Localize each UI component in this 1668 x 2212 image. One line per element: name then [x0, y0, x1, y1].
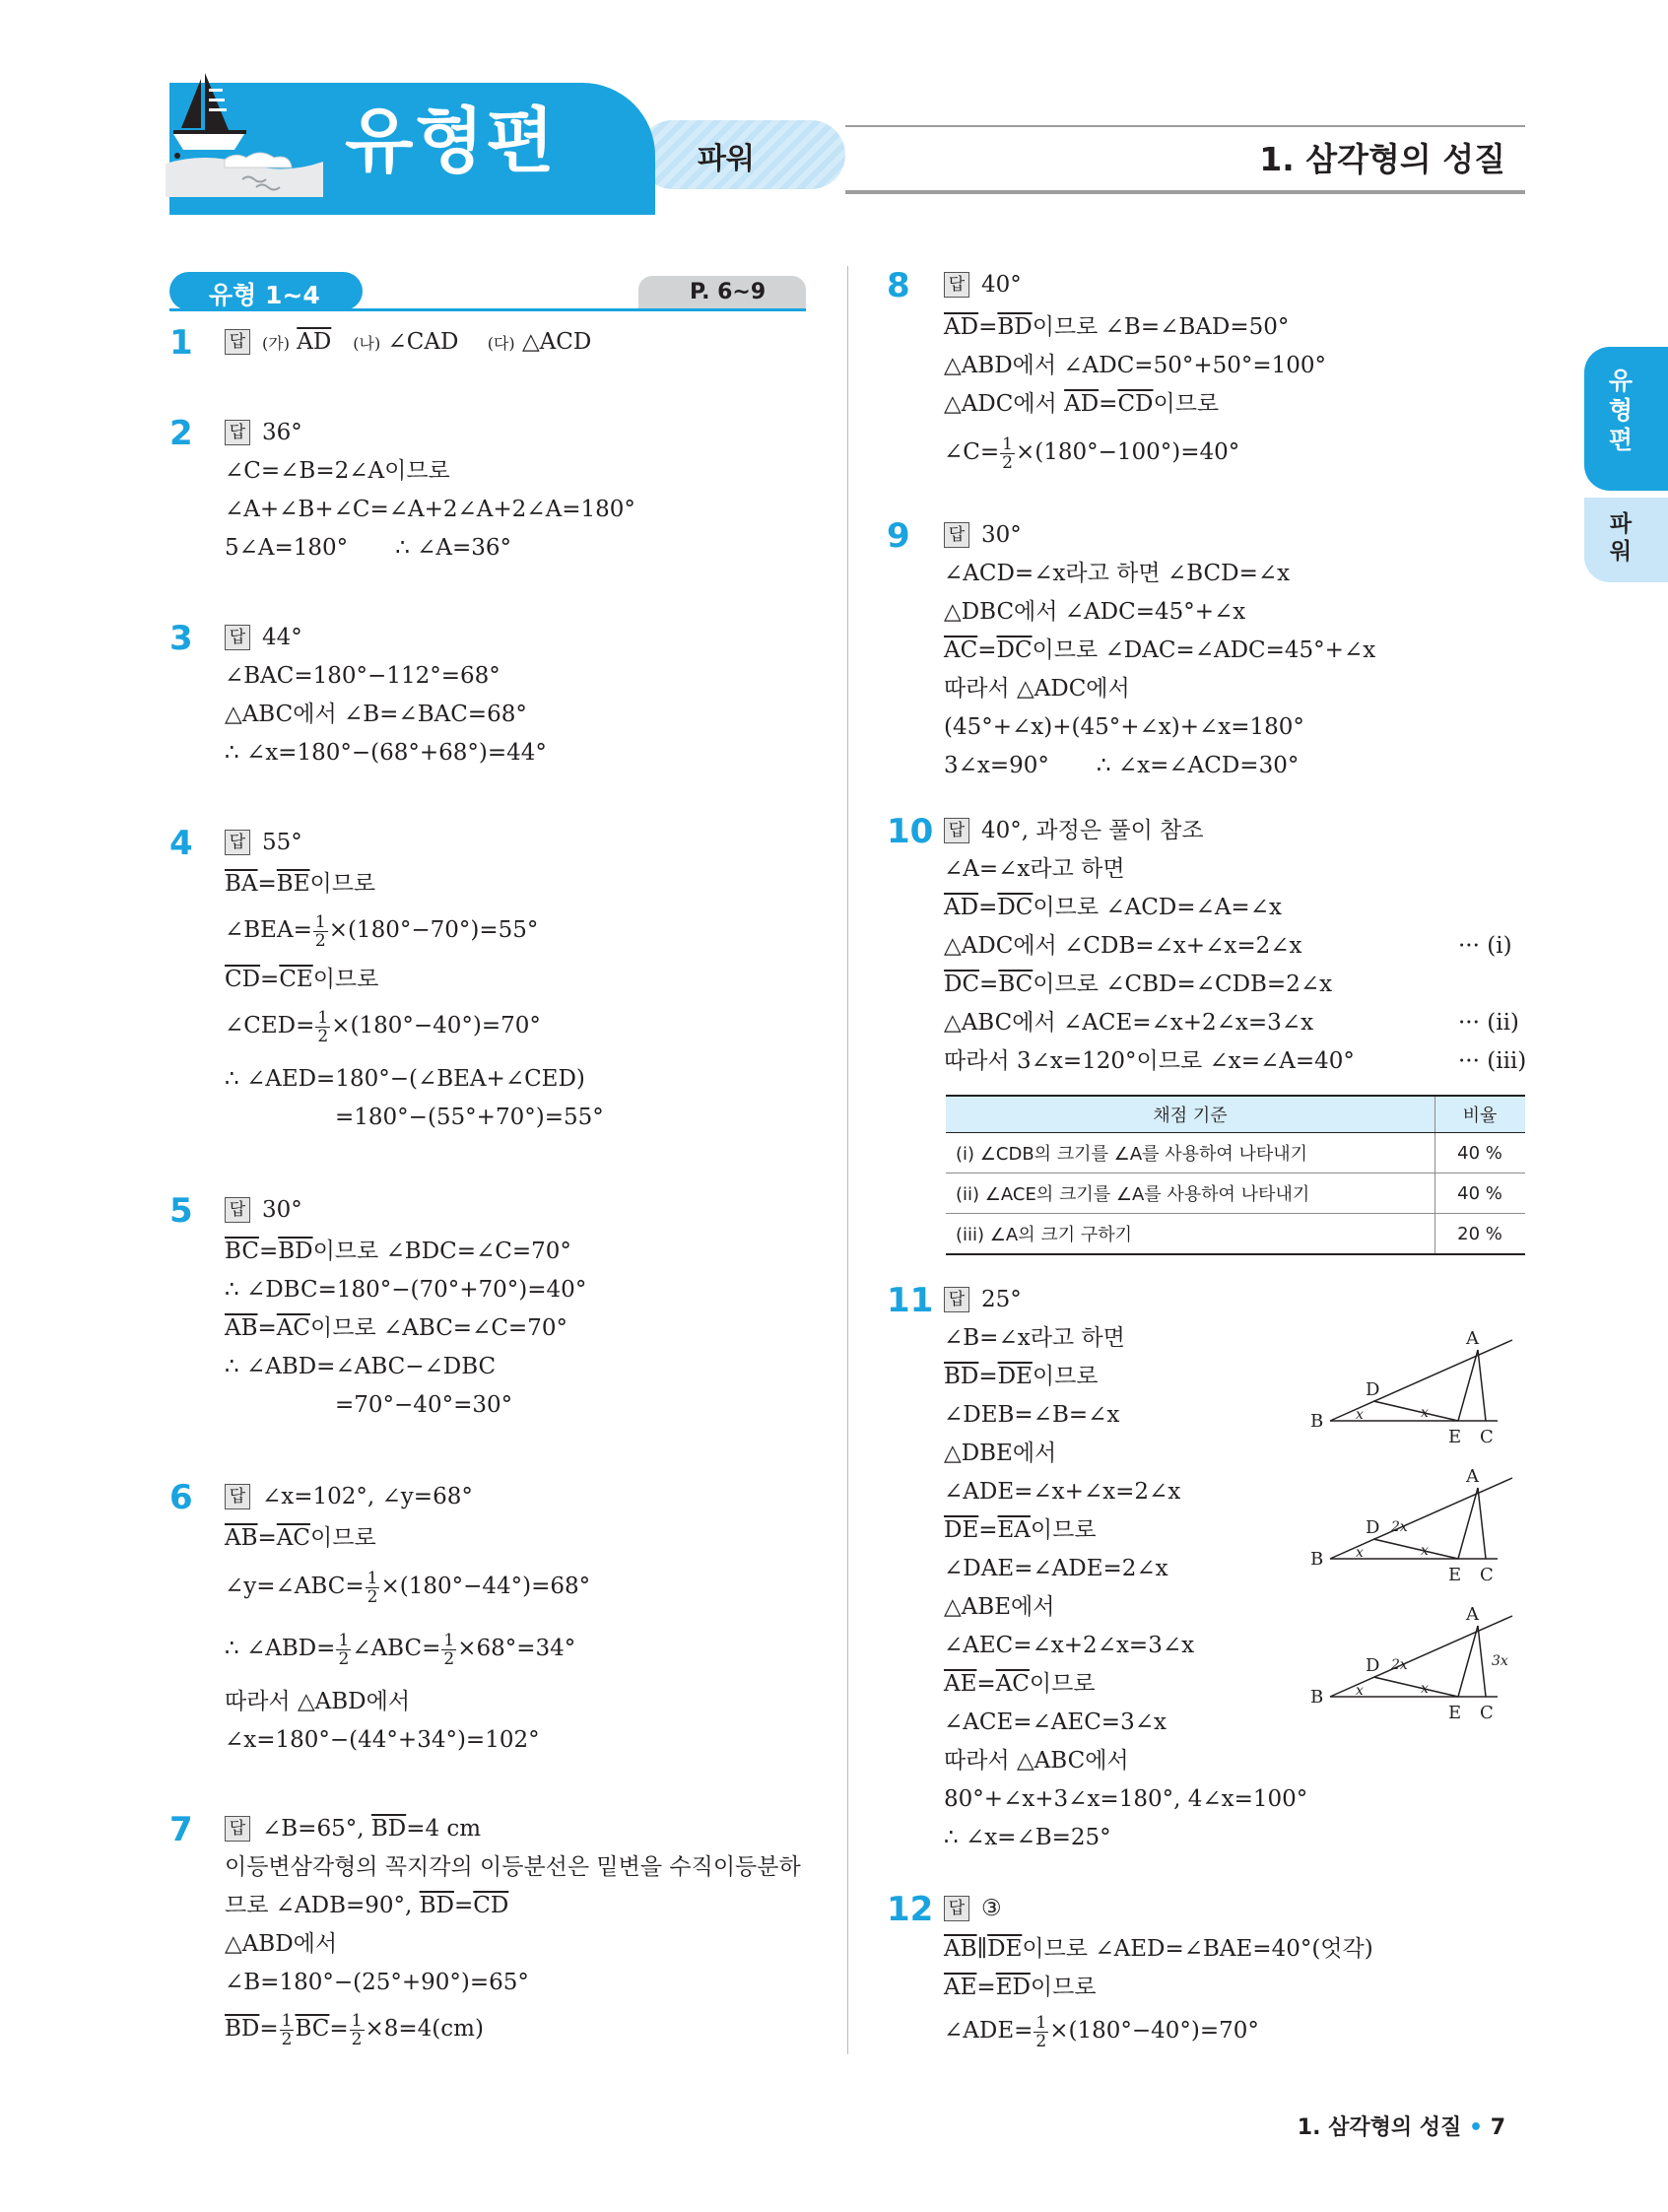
- table-row: [946, 1133, 1525, 1173]
- svg-text:x: x: [1421, 1543, 1429, 1559]
- solution-line: ∴ ∠ABD=∠ABC−∠DBC: [225, 1354, 497, 1379]
- step-marker: ··· (iii): [1458, 1048, 1527, 1074]
- solution-lines: ∠B=∠x라고 하면 $\overline{BD}=\overline{DE}$이므로 ∠DEB=∠B=∠x △DBE에서 ∠ADE=∠x+∠x=2∠x $\overline{DE}=\overline{EA}$이므로 ∠DAE=∠ADE=2∠x △ABE에서 ∠AEC=∠x+2∠x=3∠x $\overline{AE}=\overline{AC}$이므로 ∠ACE=∠AEC=3∠x 따라서 △ABC에서 80°+∠x+3∠x=180°, 4∠x=100° ∴ ∠x=∠B=25°: [944, 1325, 1308, 1850]
- svg-text:A: A: [1466, 1328, 1479, 1349]
- triangle-figures: [1310, 1320, 1537, 1744]
- svg-text:A: A: [1466, 1466, 1479, 1487]
- solution-line: $\overline{AE}=\overline{ED}$이므로: [944, 1975, 1097, 2000]
- solution-line: ∴ ∠DBC=180°−(70°+70°)=40°: [225, 1277, 587, 1303]
- triangle-figure-2: [1310, 1466, 1512, 1585]
- solution-line: ∴ ∠AED=180°−(∠BEA+∠CED): [225, 1066, 585, 1092]
- solution-line: ∠BEA= $\frac{1}{2}$ ×(180°−70°)=55°: [225, 911, 539, 951]
- svg-text:B: B: [1310, 1411, 1324, 1432]
- solution-lines: ∠ACD=∠x라고 하면 ∠BCD=∠x △DBC에서 ∠ADC=45°+∠x $\overline{AC}=\overline{DC}$이므로 ∠DAC=∠ADC=45°+∠x 따라서 △ADC에서 (45°+∠x)+(45°+∠x)+∠x=180° 3∠x=90° ∴ ∠x=∠ACD=30°: [944, 561, 1376, 778]
- solution-line: △ABD에서 ∠ADC=50°+50°=100°: [944, 353, 1327, 378]
- problem-number: 3: [169, 619, 193, 658]
- svg-text:D: D: [1366, 1655, 1380, 1676]
- type-range-label: 유형 1~4: [209, 281, 320, 309]
- problem-number: 11: [887, 1281, 934, 1320]
- svg-text:x: x: [1356, 1407, 1364, 1423]
- table-cell: 40 %: [1435, 1173, 1526, 1214]
- problem-number: 2: [169, 414, 193, 453]
- table-cell: (i) ∠CDB의 크기를 ∠A를 사용하여 나타내기: [946, 1133, 1435, 1173]
- side-tab-primary-label: 유 형 편: [1608, 367, 1634, 454]
- solution-lines: ∠BAC=180°−112°=68° △ABC에서 ∠B=∠BAC=68° ∴ ∠x=180°−(68°+68°)=44°: [225, 663, 547, 766]
- solution-line: ∠B=180°−(25°+90°)=65°: [225, 1970, 529, 1995]
- svg-text:2x: 2x: [1391, 1519, 1408, 1535]
- svg-text:E: E: [1448, 1703, 1462, 1723]
- triangle-figure-1: [1310, 1328, 1512, 1447]
- svg-text:x: x: [1356, 1683, 1364, 1699]
- svg-text:B: B: [1310, 1549, 1324, 1570]
- solution-line: ∠C= $\frac{1}{2}$ ×(180°−100°)=40°: [944, 434, 1240, 473]
- svg-text:C: C: [1480, 1703, 1494, 1723]
- solution-line: $\overline{AB}=\overline{AC}$이므로 ∠ABC=∠C=70°: [225, 1315, 567, 1341]
- solution-lines: ∠A=∠x라고 하면 $\overline{AD}=\overline{DC}$이므로 ∠ACD=∠A=∠x △ADC에서 ∠CDB=∠x+∠x=2∠x $\overline{DC}=\overline{BC}$이므로 ∠CBD=∠CDB=2∠x △ABC에서 ∠ACE=∠x+2∠x=3∠x 따라서 3∠x=120°이므로 ∠x=∠A=40°: [944, 856, 1355, 1074]
- answer-text: (가) $\overline{AD}$ (나) ∠CAD (다) △ACD: [262, 329, 592, 355]
- svg-text:B: B: [1310, 1687, 1324, 1708]
- solution-line: ∴ ∠ABD= $\frac{1}{2}$ ∠ABC= $\frac{1}{2}$ ×68°=34°: [225, 1630, 576, 1669]
- answer-text: 30°: [262, 1197, 302, 1223]
- solution-line: ∠y=∠ABC= $\frac{1}{2}$ ×(180°−44°)=68°: [225, 1568, 591, 1607]
- answer-badge: 답: [944, 272, 969, 298]
- problem-number: 8: [887, 266, 910, 305]
- page-title: 유형편: [345, 100, 557, 182]
- problem-number: 7: [169, 1810, 193, 1849]
- svg-text:x: x: [1421, 1681, 1429, 1697]
- table-header-ratio: 비율: [1435, 1096, 1526, 1133]
- header-rule-top: [845, 125, 1525, 127]
- solution-line: ∠x=180°−(44°+34°)=102°: [225, 1727, 540, 1753]
- header-rule-bottom: [845, 190, 1525, 194]
- problem-number: 10: [887, 812, 934, 851]
- solution-line: 따라서 △ABD에서: [225, 1689, 411, 1714]
- answer-text: 30°: [981, 522, 1022, 548]
- problem-number: 6: [169, 1478, 193, 1517]
- solution-line: $\overline{CD}=\overline{CE}$이므로: [225, 967, 379, 992]
- answer-badge: 답: [944, 1896, 969, 1921]
- svg-text:D: D: [1366, 1379, 1380, 1400]
- triangle-figure-3: [1310, 1604, 1512, 1723]
- step-marker: ··· (ii): [1458, 1010, 1519, 1036]
- answer-text: 40°: [981, 272, 1022, 298]
- solution-line: $\overline{AB}\parallel\overline{DE}$이므로 ∠AED=∠BAE=40°(엇각): [944, 1936, 1373, 1962]
- answer-badge: 답: [225, 329, 250, 355]
- answer-text: 36°: [262, 420, 302, 445]
- sailboat-icon: [166, 69, 343, 197]
- header-subtitle: 파워: [698, 142, 755, 176]
- table-row: [946, 1173, 1525, 1214]
- solution-line: =180°−(55°+70°)=55°: [335, 1105, 604, 1130]
- table-header-criteria: 채점 기준: [946, 1096, 1435, 1133]
- answer-text: ③: [981, 1896, 1002, 1921]
- svg-text:E: E: [1448, 1427, 1462, 1447]
- solution-lines: ∠C=∠B=2∠A이므로 ∠A+∠B+∠C=∠A+2∠A+2∠A=180° 5∠A=180° ∴ ∠A=36°: [225, 458, 635, 561]
- table-cell: (ii) ∠ACE의 크기를 ∠A를 사용하여 나타내기: [946, 1173, 1435, 1214]
- table-cell: 20 %: [1435, 1214, 1526, 1255]
- svg-text:2x: 2x: [1391, 1657, 1408, 1673]
- solution-line: △ADC에서 $\overline{AD}=\overline{CD}$이므로: [944, 391, 1220, 417]
- solution-line: △ABD에서: [225, 1931, 338, 1957]
- answer-badge: 답: [225, 1197, 250, 1223]
- svg-text:x: x: [1421, 1405, 1429, 1421]
- svg-text:C: C: [1480, 1427, 1494, 1447]
- page-range-label: P. 6~9: [690, 280, 767, 304]
- solution-line: $\overline{BC}=\overline{BD}$이므로 ∠BDC=∠C=70°: [225, 1239, 571, 1264]
- solution-line: $\overline{BD}=$ $\frac{1}{2}$ $\overline{BC}=$ $\frac{1}{2}$ ×8=4(cm): [225, 2010, 484, 2049]
- table-cell: (iii) ∠A의 크기 구하기: [946, 1214, 1435, 1255]
- svg-text:D: D: [1366, 1517, 1380, 1538]
- answer-text: 25°: [981, 1287, 1022, 1312]
- answer-badge: 답: [225, 830, 250, 855]
- footer-bullet-icon: •: [1468, 2115, 1484, 2140]
- table-cell: 40 %: [1435, 1133, 1526, 1173]
- answer-badge: 답: [944, 1287, 969, 1312]
- solution-line: 이등변삼각형의 꼭지각의 이등분선은 밑변을 수직이등분하: [225, 1854, 801, 1880]
- svg-text:3x: 3x: [1492, 1653, 1508, 1669]
- column-divider: [847, 266, 848, 2054]
- answer-badge: 답: [944, 522, 969, 548]
- answer-badge: 답: [225, 1816, 250, 1842]
- answer-badge: 답: [225, 625, 250, 650]
- table-row: [946, 1214, 1525, 1255]
- answer-badge: 답: [225, 420, 250, 445]
- svg-text:C: C: [1480, 1565, 1494, 1585]
- scoring-table: [946, 1095, 1525, 1255]
- svg-text:A: A: [1466, 1604, 1479, 1625]
- problem-number: 4: [169, 824, 193, 863]
- side-tab-secondary-label: 파 워: [1609, 511, 1633, 565]
- step-marker: ··· (i): [1458, 933, 1512, 959]
- table-header-row: [946, 1096, 1525, 1133]
- page-number: 7: [1490, 2115, 1505, 2140]
- problem-number: 12: [887, 1890, 934, 1929]
- answer-badge: 답: [225, 1484, 250, 1509]
- solution-line: ∠ADE= $\frac{1}{2}$ ×(180°−40°)=70°: [944, 2012, 1259, 2051]
- answer-text: ∠x=102°, ∠y=68°: [262, 1484, 473, 1509]
- solution-line: $\overline{AB}=\overline{AC}$이므로: [225, 1525, 376, 1551]
- solution-line: ∠CED= $\frac{1}{2}$ ×(180°−40°)=70°: [225, 1007, 541, 1046]
- answer-text: ∠B=65°, $\overline{BD}=4$ cm: [262, 1816, 482, 1842]
- svg-text:E: E: [1448, 1565, 1462, 1585]
- answer-text: 40°, 과정은 풀이 참조: [981, 818, 1204, 843]
- problem-number: 9: [887, 516, 910, 556]
- solution-line: $\overline{BA}=\overline{BE}$이므로: [225, 871, 376, 897]
- page-footer: [1298, 2111, 1505, 2141]
- answer-text: 44°: [262, 625, 302, 650]
- answer-text: 55°: [262, 830, 302, 855]
- svg-text:x: x: [1356, 1545, 1364, 1561]
- solution-line: 므로 ∠ADB=90°, $\overline{BD}=\overline{CD}$: [225, 1893, 509, 1918]
- problem-number: 1: [169, 323, 193, 363]
- chapter-title: 1. 삼각형의 성질: [1259, 140, 1505, 178]
- solution-line: $\overline{AD}=\overline{BD}$이므로 ∠B=∠BAD=50°: [944, 314, 1290, 340]
- solution-line: =70°−40°=30°: [335, 1392, 513, 1418]
- problem-number: 5: [169, 1191, 193, 1231]
- footer-chapter: 1. 삼각형의 성질: [1297, 2115, 1462, 2140]
- answer-badge: 답: [944, 818, 969, 843]
